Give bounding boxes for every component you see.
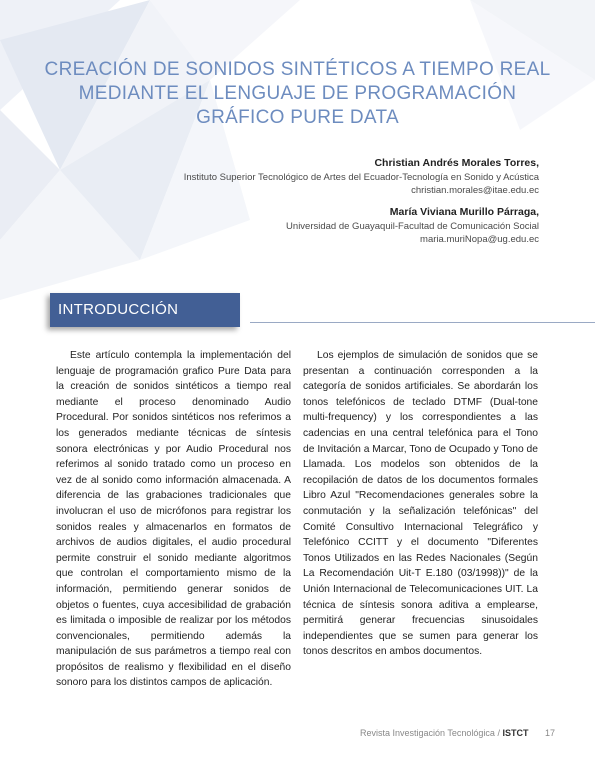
journal-name: Revista Investigación Tecnológica	[360, 728, 495, 738]
author-affiliation: Instituto Superior Tecnológico de Artes del Ecuador-Tecnología en Sonido y Acústica	[183, 172, 539, 183]
body-column-left	[56, 348, 291, 691]
page-footer	[360, 728, 555, 738]
section-divider	[250, 322, 595, 323]
author-email[interactable]: christian.morales@itae.edu.ec	[411, 185, 539, 196]
section-heading-introduccion: INTRODUCCIÓN	[50, 293, 240, 327]
author-block	[184, 156, 539, 254]
background-geometric-pattern	[0, 0, 595, 300]
page-number: 17	[544, 728, 555, 738]
author-affiliation: Universidad de Guayaquil-Facultad de Comunicación Social	[286, 221, 539, 232]
author-name: Christian Andrés Morales Torres,	[374, 157, 539, 169]
paragraph: Este artículo contempla la implementación del lenguaje de programación grafico Pure Data para la creación de sonidos sintéticos a tiempo real mediante el proceso denominado Audio Procedural. Por sonidos sintéticos nos referimos a los generados mediante técnicas de síntesis sonora electrónicas y por Audio Procedural nos referimos al sonido tratado como un proceso en vez de al sonido como información almacenada. A diferencia de las grabaciones tradicionales que involucran el uso de micrófonos para registrar los sonidos reales y almacenarlos en formatos de archivos de audios digitales, el audio procedural permite construir el sonido mediante algoritmos que controlan el comportamiento mismo de la información, permitiendo generar sonidos de objetos o fuentes, cuya accesibilidad de grabación es limitada o imposible de realizar por los métodos convencionales, permitiendo además la manipulación de sus parámetros a tiempo real con propósitos de realismo y flexibilidad en el diseño sonoro para los distintos campos de aplicación.	[56, 350, 291, 689]
author-entry	[184, 205, 539, 246]
footer-separator: /	[497, 728, 500, 738]
author-name: María Viviana Murillo Párraga,	[389, 206, 539, 218]
body-column-right	[303, 348, 538, 660]
article-title: CREACIÓN DE SONIDOS SINTÉTICOS A TIEMPO REAL MEDIANTE EL LENGUAJE DE PROGRAMACIÓN GRÁFICO PURE DATA	[44, 59, 551, 128]
author-email[interactable]: maria.muriNopa@ug.edu.ec	[420, 234, 539, 245]
paragraph: Los ejemplos de simulación de sonidos que se presentan a continuación corresponden a la categoría de sonidos artificiales. Se abordarán los tonos telefónicos de teclado DTMF (Dual-tone multi-frequency) y los correspondientes a las cadencias en una central telefónica para el Tono de Invitación a Marcar, Tono de Ocupado y Tono de Llamada. Los modelos son obtenidos de la recopilación de datos de los documentos formales Libro Azul "Recomendaciones generales sobre la conmutación y la señalización telefónicas" del Comité Consultivo Internacional Telegráfico y Telefónico CCITT y el documento "Diferentes Tonos Utilizados en las Redes Nacionales (Según La Recomendación Uit-T E.180 (03/1998))" de la Unión Internacional de Telecomunicaciones UIT. La técnica de síntesis sonora aditiva a emplearse, permitirá generar frecuencias sinusoidales independientes que se sumen para generar los tonos descritos en ambos documentos.	[303, 350, 538, 658]
author-entry	[184, 156, 539, 197]
journal-abbreviation: ISTCT	[502, 728, 529, 738]
